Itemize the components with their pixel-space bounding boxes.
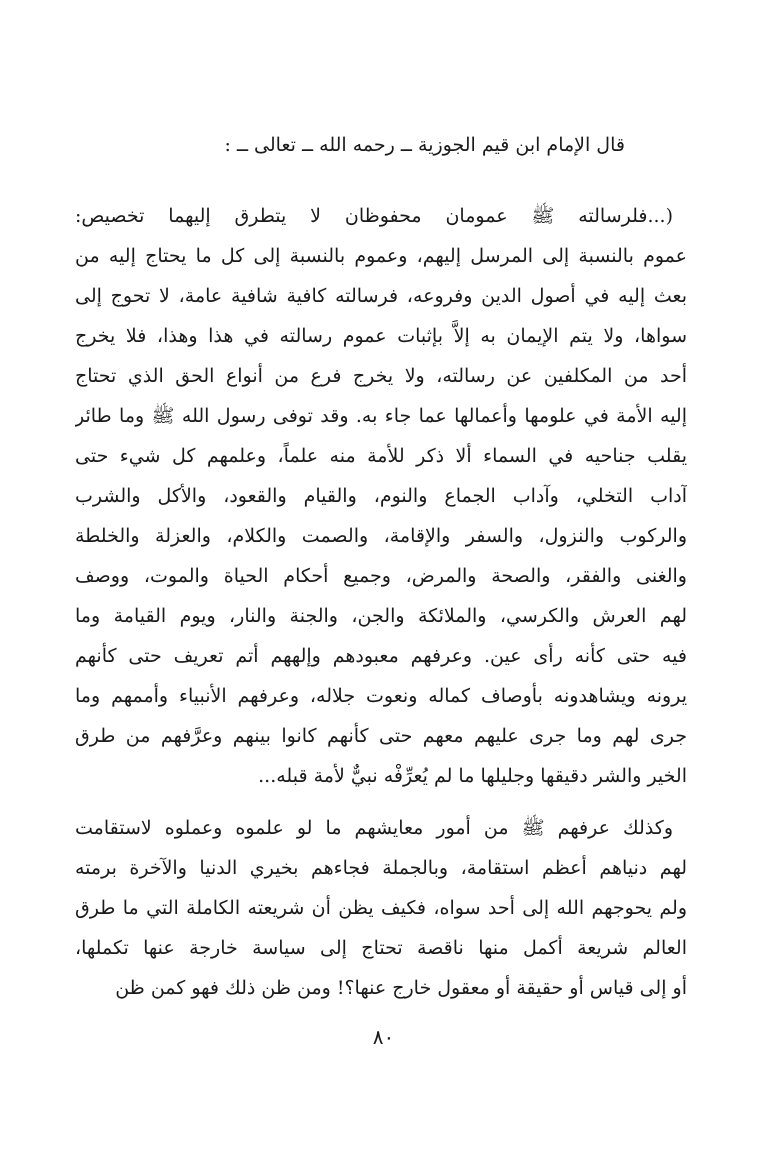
text-line: إليه الأمة في علومها وأعمالها عما جاء به. وقد توفى رسول الله ﷺ وما طائر bbox=[75, 405, 687, 427]
text-line: عموم بالنسبة إلى المرسل إليهم، وعموم بالنسبة إلى كل ما يحتاج إليه من bbox=[75, 245, 687, 267]
text-line: يقلب جناحيه في السماء ألا ذكر للأمة منه علماً، وعلمهم كل شيء حتى bbox=[75, 445, 687, 467]
text-line: أو إلى قياس أو حقيقة أو معقول خارج عنها؟! ومن ظن ذلك فهو كمن ظن bbox=[115, 977, 687, 999]
text-line: والركوب والنزول، والسفر والإقامة، والصمت والكلام، والعزلة والخلطة bbox=[75, 525, 687, 547]
text-line: بعث إليه في أصول الدين وفروعه، فرسالته كافية شافية عامة، لا تحوج إلى bbox=[75, 285, 687, 307]
text-line: سواها، ولا يتم الإيمان به إلاَّ بإثبات عموم رسالته في هذا وهذا، فلا يخرج bbox=[75, 325, 687, 347]
text-line: أحد من المكلفين عن رسالته، ولا يخرج فرع من أنواع الحق الذي تحتاج bbox=[75, 365, 687, 387]
text-line: العالم شريعة أكمل منها ناقصة تحتاج إلى سياسة خارجة عنها تكملها، bbox=[75, 937, 687, 959]
section-heading: قال الإمام ابن قيم الجوزية ــ رحمه الله ــ تعالى ــ : bbox=[224, 134, 625, 156]
text-line: لهم العرش والكرسي، والملائكة والجن، والجنة والنار، ويوم القيامة وما bbox=[75, 605, 687, 627]
text-line: وكذلك عرفهم ﷺ من أمور معايشهم ما لو علموه وعملوه لاستقامت bbox=[75, 817, 673, 839]
text-line: والغنى والفقر، والصحة والمرض، وجميع أحكام الحياة والموت، ووصف bbox=[75, 565, 687, 587]
text-line: آداب التخلي، وآداب الجماع والنوم، والقيام والقعود، والأكل والشرب bbox=[75, 485, 687, 507]
paragraph-continuation bbox=[75, 808, 687, 1008]
text-line: الخير والشر دقيقها وجليلها ما لم يُعرِّفْه نبيٌّ لأمة قبله... bbox=[258, 765, 687, 787]
text-line: لهم دنياهم أعظم استقامة، وبالجملة فجاءهم بخيري الدنيا والآخرة برمته bbox=[75, 857, 687, 879]
page-number: ٨٠ bbox=[372, 1025, 395, 1049]
text-line: فيه حتى كأنه رأى عين. وعرفهم معبودهم وإلههم أتم تعريف حتى كأنهم bbox=[75, 645, 687, 667]
paragraph-quote bbox=[75, 196, 687, 796]
text-line: جرى لهم وما جرى عليهم معهم حتى كأنهم كانوا بينهم وعرَّفهم من طرق bbox=[75, 725, 687, 747]
text-line: ولم يحوجهم الله إلى أحد سواه، فكيف يظن أن شريعته الكاملة التي ما طرق bbox=[75, 897, 687, 919]
text-line: (...فلرسالته ﷺ عمومان محفوظان لا يتطرق إليهما تخصيص: bbox=[75, 205, 673, 227]
text-line: يرونه ويشاهدونه بأوصاف كماله ونعوت جلاله، وعرفهم الأنبياء وأممهم وما bbox=[75, 685, 687, 707]
